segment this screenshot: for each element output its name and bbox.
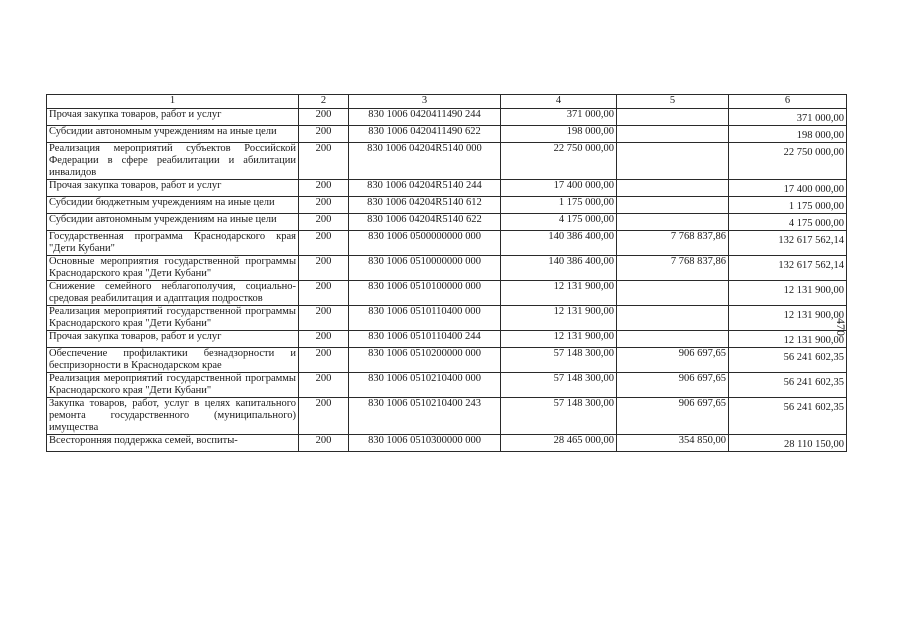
approved-amount: 198 000,00 [566,126,614,137]
admin-code: 200 [315,143,332,154]
table-row [47,435,847,452]
total-amount: 4 175 000,00 [788,218,844,229]
admin-code-cell [299,180,349,197]
table-row [47,331,847,348]
row-name-cell [47,256,299,281]
classification-code: 830 1006 0420411490 622 [368,126,481,137]
admin-code-cell [299,256,349,281]
row-name-cell [47,435,299,452]
change-amount-cell [617,373,729,398]
approved-amount: 4 175 000,00 [558,214,614,225]
row-name-cell [47,373,299,398]
classification-code-cell [349,197,501,214]
page-number: 470 [834,318,848,336]
approved-amount-cell [501,109,617,126]
approved-amount-cell [501,331,617,348]
total-amount-cell [729,126,847,143]
table-row [47,398,847,435]
table-row [47,143,847,180]
total-amount: 28 110 150,00 [784,439,844,450]
column-header-2: 2 [299,95,349,109]
admin-code-cell [299,109,349,126]
total-amount: 56 241 602,35 [783,377,844,388]
admin-code-cell [299,214,349,231]
total-amount-cell [729,214,847,231]
approved-amount: 22 750 000,00 [553,143,614,154]
total-amount: 12 131 900,00 [783,335,844,346]
classification-code: 830 1006 04204R5140 622 [367,214,482,225]
table-row [47,256,847,281]
total-amount-cell [729,231,847,256]
admin-code-cell [299,373,349,398]
classification-code: 830 1006 0510100000 000 [368,281,481,292]
admin-code: 200 [315,126,332,137]
approved-amount: 17 400 000,00 [553,180,614,191]
change-amount-cell [617,331,729,348]
admin-code-cell [299,306,349,331]
change-amount-cell [617,435,729,452]
row-name-cell [47,331,299,348]
row-name: Субсидии автономным учреждениям на иные цели [49,214,277,225]
row-name-cell [47,281,299,306]
approved-amount: 140 386 400,00 [548,256,614,267]
change-amount-cell [617,126,729,143]
admin-code: 200 [315,281,332,292]
classification-code-cell [349,435,501,452]
change-amount-cell [617,214,729,231]
total-amount-cell [729,180,847,197]
column-header-6: 6 [729,95,847,109]
approved-amount-cell [501,197,617,214]
classification-code: 830 1006 0510210400 000 [368,373,481,384]
admin-code-cell [299,126,349,143]
table-row [47,281,847,306]
row-name-cell [47,348,299,373]
row-name: Реализация мероприятий государственной программы Краснодарского края "Дети Кубани" [49,306,296,329]
change-amount-cell [617,231,729,256]
row-name: Снижение семейного неблагополучия, социально-средовая реабилитация и адаптация подростков [49,281,296,304]
admin-code: 200 [315,256,332,267]
table-row [47,348,847,373]
classification-code-cell [349,180,501,197]
admin-code: 200 [315,331,332,342]
budget-table [46,94,847,452]
admin-code: 200 [315,197,332,208]
admin-code: 200 [315,231,332,242]
total-amount-cell [729,256,847,281]
total-amount: 56 241 602,35 [783,352,844,363]
total-amount: 22 750 000,00 [783,147,844,158]
total-amount-cell [729,348,847,373]
total-amount: 132 617 562,14 [778,260,844,271]
row-name: Прочая закупка товаров, работ и услуг [49,331,222,342]
total-amount: 17 400 000,00 [783,184,844,195]
approved-amount: 57 148 300,00 [553,398,614,409]
table-row [47,214,847,231]
table-row [47,126,847,143]
total-amount-cell [729,281,847,306]
row-name-cell [47,231,299,256]
change-amount: 7 768 837,86 [670,231,726,242]
total-amount-cell [729,331,847,348]
row-name-cell [47,180,299,197]
total-amount-cell [729,306,847,331]
change-amount-cell [617,109,729,126]
approved-amount-cell [501,373,617,398]
approved-amount-cell [501,256,617,281]
change-amount-cell [617,256,729,281]
classification-code-cell [349,256,501,281]
row-name-cell [47,109,299,126]
admin-code: 200 [315,180,332,191]
total-amount: 1 175 000,00 [788,201,844,212]
row-name-cell [47,398,299,435]
classification-code-cell [349,306,501,331]
table-row [47,197,847,214]
approved-amount-cell [501,281,617,306]
row-name: Всесторонняя поддержка семей, воспиты- [49,435,238,446]
column-header-5: 5 [617,95,729,109]
table-row [47,109,847,126]
row-name-cell [47,143,299,180]
column-header-1: 1 [47,95,299,109]
classification-code: 830 1006 04204R5140 000 [367,143,482,154]
total-amount-cell [729,109,847,126]
admin-code-cell [299,281,349,306]
admin-code: 200 [315,109,332,120]
approved-amount-cell [501,435,617,452]
row-name-cell [47,126,299,143]
approved-amount: 1 175 000,00 [558,197,614,208]
change-amount-cell [617,180,729,197]
admin-code-cell [299,231,349,256]
admin-code: 200 [315,306,332,317]
total-amount-cell [729,373,847,398]
row-name: Реализация мероприятий субъектов Российской Федерации в сфере реабилитации и абилитации инвалидов [49,143,296,178]
row-name-cell [47,306,299,331]
approved-amount: 12 131 900,00 [553,306,614,317]
row-name: Реализация мероприятий государственной программы Краснодарского края "Дети Кубани" [49,373,296,396]
header-row [47,95,847,109]
column-header-4: 4 [501,95,617,109]
change-amount-cell [617,398,729,435]
approved-amount-cell [501,180,617,197]
row-name: Основные мероприятия государственной программы Краснодарского края "Дети Кубани" [49,256,296,279]
table-row [47,306,847,331]
classification-code: 830 1006 04204R5140 612 [367,197,482,208]
classification-code-cell [349,126,501,143]
row-name: Прочая закупка товаров, работ и услуг [49,109,222,120]
classification-code: 830 1006 04204R5140 244 [367,180,482,191]
row-name: Субсидии автономным учреждениям на иные цели [49,126,277,137]
change-amount-cell [617,306,729,331]
admin-code: 200 [315,214,332,225]
approved-amount: 140 386 400,00 [548,231,614,242]
row-name-cell [47,197,299,214]
approved-amount-cell [501,126,617,143]
classification-code-cell [349,231,501,256]
approved-amount-cell [501,348,617,373]
approved-amount: 12 131 900,00 [553,281,614,292]
admin-code: 200 [315,435,332,446]
total-amount: 371 000,00 [796,113,844,124]
total-amount: 198 000,00 [796,130,844,141]
total-amount-cell [729,435,847,452]
classification-code-cell [349,143,501,180]
classification-code: 830 1006 0510200000 000 [368,348,481,359]
approved-amount: 28 465 000,00 [553,435,614,446]
approved-amount-cell [501,231,617,256]
approved-amount: 371 000,00 [566,109,614,120]
admin-code-cell [299,348,349,373]
change-amount: 906 697,65 [678,373,726,384]
total-amount-cell [729,143,847,180]
row-name: Прочая закупка товаров, работ и услуг [49,180,222,191]
change-amount: 906 697,65 [678,398,726,409]
total-amount-cell [729,398,847,435]
table-row [47,180,847,197]
total-amount: 132 617 562,14 [778,235,844,246]
classification-code: 830 1006 0510110400 244 [368,331,481,342]
admin-code-cell [299,143,349,180]
admin-code-cell [299,435,349,452]
classification-code: 830 1006 0420411490 244 [368,109,481,120]
row-name: Обеспечение профилактики безнадзорности и беспризорности в Краснодарском крае [49,348,296,371]
change-amount: 354 850,00 [678,435,726,446]
change-amount-cell [617,281,729,306]
approved-amount-cell [501,214,617,231]
change-amount-cell [617,348,729,373]
row-name: Государственная программа Краснодарского края "Дети Кубани" [49,231,296,254]
admin-code-cell [299,331,349,348]
admin-code: 200 [315,398,332,409]
row-name: Субсидии бюджетным учреждениям на иные цели [49,197,275,208]
approved-amount: 57 148 300,00 [553,348,614,359]
classification-code: 830 1006 0510210400 243 [368,398,481,409]
approved-amount-cell [501,306,617,331]
admin-code: 200 [315,373,332,384]
classification-code-cell [349,348,501,373]
row-name: Закупка товаров, работ, услуг в целях капитального ремонта государственного (муниципального) имущества [49,398,296,433]
approved-amount-cell [501,143,617,180]
change-amount-cell [617,143,729,180]
classification-code-cell [349,109,501,126]
approved-amount: 57 148 300,00 [553,373,614,384]
change-amount-cell [617,197,729,214]
classification-code-cell [349,398,501,435]
classification-code-cell [349,214,501,231]
admin-code-cell [299,398,349,435]
column-header-3: 3 [349,95,501,109]
classification-code-cell [349,373,501,398]
approved-amount-cell [501,398,617,435]
table-row [47,373,847,398]
classification-code: 830 1006 0510110400 000 [368,306,481,317]
admin-code-cell [299,197,349,214]
classification-code: 830 1006 0510000000 000 [368,256,481,267]
change-amount: 906 697,65 [678,348,726,359]
classification-code-cell [349,331,501,348]
total-amount-cell [729,197,847,214]
classification-code: 830 1006 0510300000 000 [368,435,481,446]
total-amount: 56 241 602,35 [783,402,844,413]
admin-code: 200 [315,348,332,359]
table-row [47,231,847,256]
total-amount: 12 131 900,00 [783,285,844,296]
row-name-cell [47,214,299,231]
classification-code-cell [349,281,501,306]
total-amount: 12 131 900,00 [783,310,844,321]
change-amount: 7 768 837,86 [670,256,726,267]
classification-code: 830 1006 0500000000 000 [368,231,481,242]
approved-amount: 12 131 900,00 [553,331,614,342]
